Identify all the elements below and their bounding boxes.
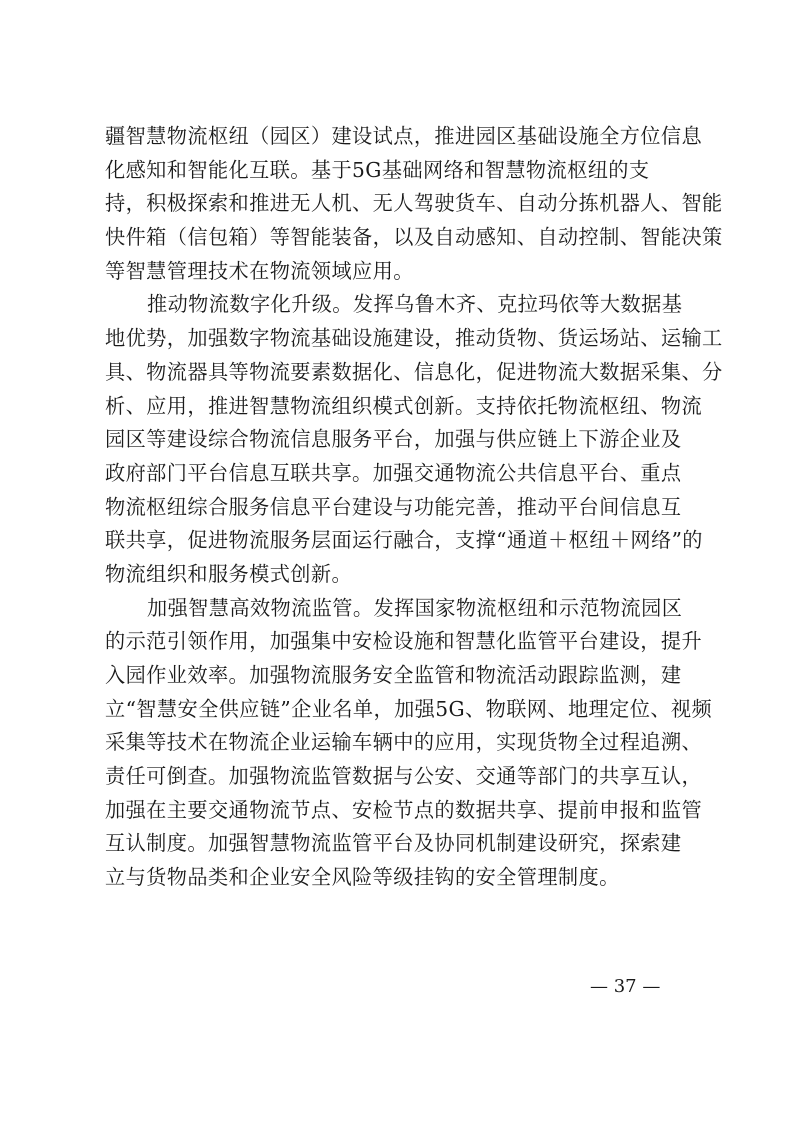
paragraph-heading-line: 加强智慧高效物流监管。发挥国家物流枢纽和示范物流园区 <box>147 595 683 620</box>
text-line: 责任可倒查。加强物流监管数据与公安、交通等部门的共享互认， <box>105 764 703 789</box>
text-line: 具、物流器具等物流要素数据化、信息化，促进物流大数据采集、分 <box>105 359 723 384</box>
text-line: 快件箱（信包箱）等智能装备，以及自动感知、自动控制、智能决策 <box>105 225 723 250</box>
text-line: 联共享，促进物流服务层面运行融合，支撑“通道＋枢纽＋网络”的 <box>105 528 703 553</box>
text-line: 化感知和智能化互联。基于5G基础网络和智慧物流枢纽的支 <box>105 157 650 182</box>
text-line: 物流组织和服务模式创新。 <box>105 561 353 586</box>
text-line: 采集等技术在物流企业运输车辆中的应用，实现货物全过程追溯、 <box>105 730 703 755</box>
text-line: 政府部门平台信息互联共享。加强交通物流公共信息平台、重点 <box>105 460 682 485</box>
text-line: 立与货物品类和企业安全风险等级挂钩的安全管理制度。 <box>105 865 620 890</box>
text-line: 等智慧管理技术在物流领域应用。 <box>105 258 414 283</box>
page-number: — 37 — <box>590 976 661 997</box>
text-line: 地优势，加强数字物流基础设施建设，推动货物、货运场站、运输工 <box>105 326 723 351</box>
text-line: 疆智慧物流枢纽（园区）建设试点，推进园区基础设施全方位信息 <box>105 124 703 148</box>
text-line: 园区等建设综合物流信息服务平台，加强与供应链上下游企业及 <box>105 427 682 452</box>
paragraph-heading-line: 推动物流数字化升级。发挥乌鲁木齐、克拉玛依等大数据基 <box>147 292 683 317</box>
text-line: 入园作业效率。加强物流服务安全监管和物流活动跟踪监测，建 <box>105 663 682 687</box>
text-line: 立“智慧安全供应链”企业名单，加强5G、物联网、地理定位、视频 <box>105 696 713 721</box>
text-line: 析、应用，推进智慧物流组织模式创新。支持依托物流枢纽、物流 <box>105 393 703 418</box>
text-line: 持，积极探索和推进无人机、无人驾驶货车、自动分拣机器人、智能 <box>105 191 723 216</box>
body-text <box>105 120 723 895</box>
text-line: 物流枢纽综合服务信息平台建设与功能完善，推动平台间信息互 <box>105 494 682 519</box>
text-line: 的示范引领作用，加强集中安检设施和智慧化监管平台建设，提升 <box>105 629 703 654</box>
text-line: 加强在主要交通物流节点、安检节点的数据共享、提前申报和监管 <box>105 797 703 822</box>
text-line: 互认制度。加强智慧物流监管平台及协同机制建设研究，探索建 <box>105 831 682 856</box>
